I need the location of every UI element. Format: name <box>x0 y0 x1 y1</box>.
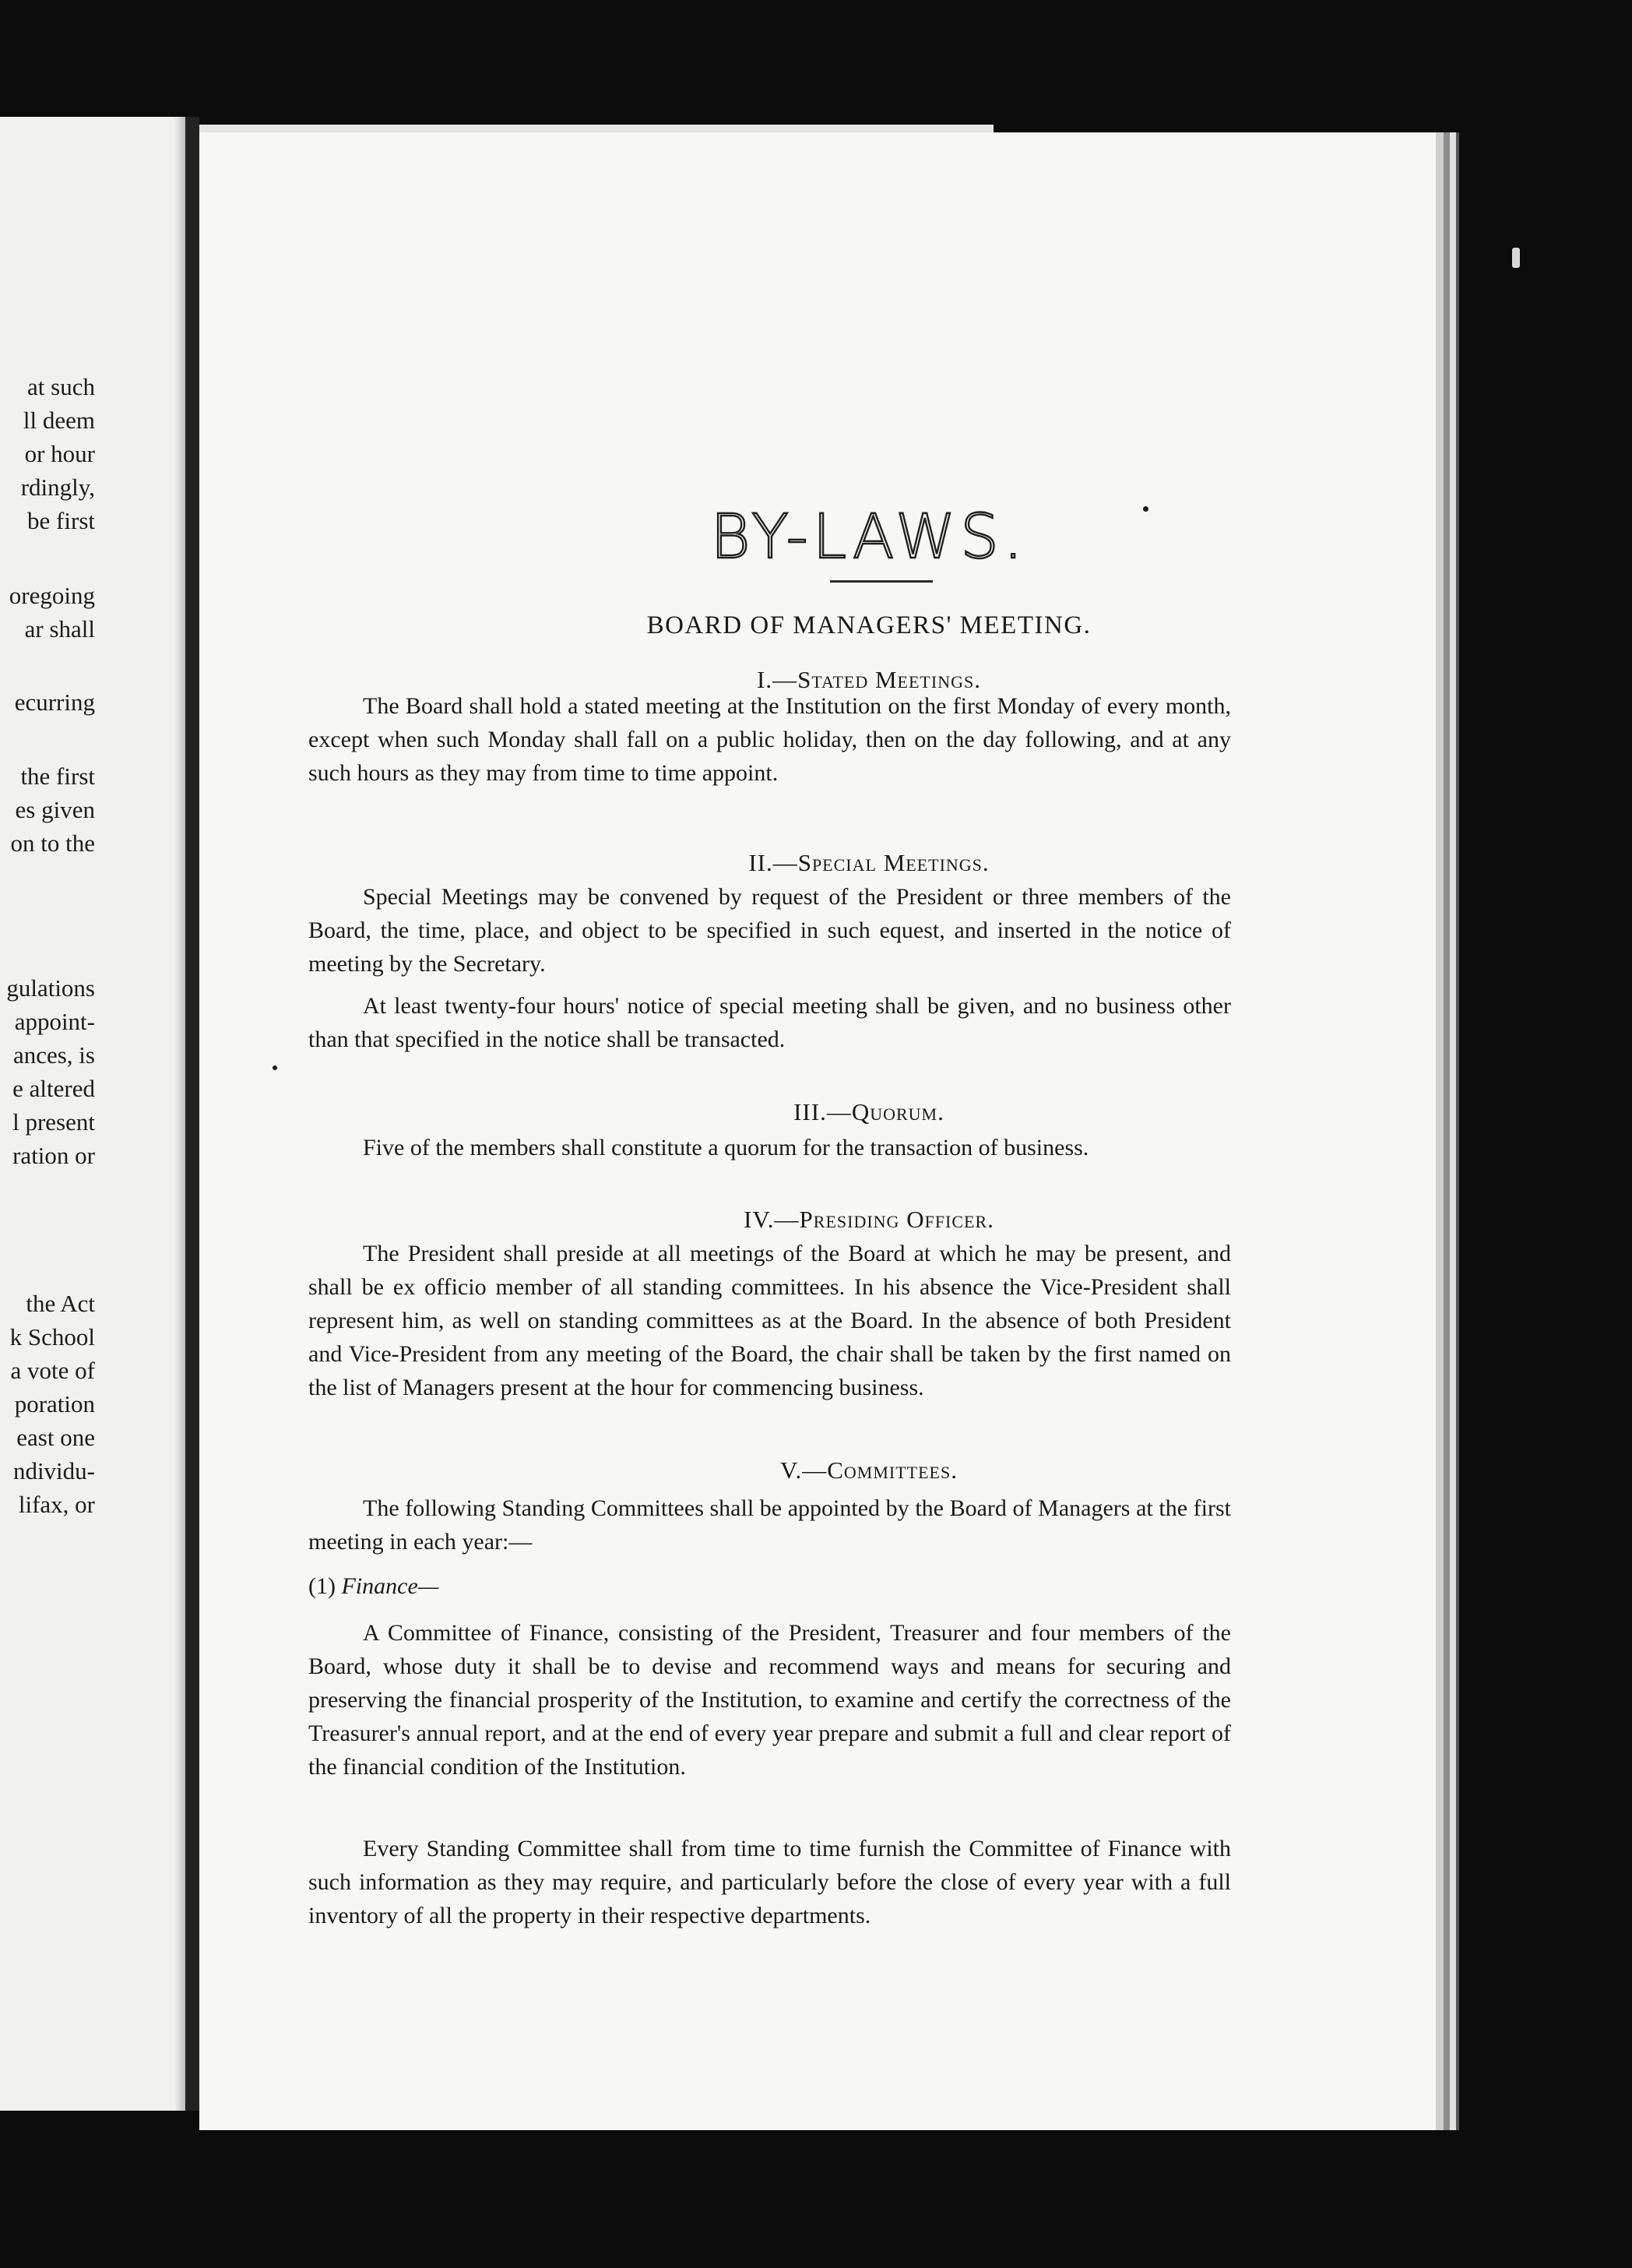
subsection-label <box>308 1573 438 1600</box>
left-fragment: lifax, or <box>18 1491 95 1518</box>
page-title: BY-LAWS. <box>710 502 1028 572</box>
paragraph: The following Standing Committees shall be appointed by the Board of Managers at the first meeting in each year:— <box>308 1495 1231 1555</box>
paragraph: Special Meetings may be convened by request of the President or three members of the Board, the time, place, and object to be specified in such equest, and inserted in the notice of meeting by the Secretary. <box>308 884 1231 977</box>
left-fragment: rdingly, <box>20 474 95 501</box>
left-fragment: ances, is <box>12 1041 95 1069</box>
left-fragment: gulations <box>6 974 95 1002</box>
left-fragment: ration or <box>12 1142 95 1169</box>
paragraph: A Committee of Finance, consisting of the President, Treasurer and four members of the Board, whose duty it shall be to devise and recommend ways and means for securing and preserving the financial prosperity of the Institution, to examine and certify the correctness of the Treasurer's annual report, and at the end of every year prepare and submit a full and clear report of the financial condition of the Institution. <box>308 1620 1231 1780</box>
paragraph: At least twenty-four hours' notice of special meeting shall be given, and no business other than that specified in the notice shall be transacted. <box>308 993 1231 1052</box>
left-fragment: appoint- <box>14 1008 95 1035</box>
left-fragment: ll deem <box>23 407 95 434</box>
left-fragment: es given <box>15 796 95 823</box>
subsection-title: Finance— <box>341 1573 439 1599</box>
left-fragment: e altered <box>12 1075 95 1102</box>
left-fragment: a vote of <box>10 1357 95 1384</box>
left-fragment: oregoing <box>9 582 95 609</box>
left-fragment: ecurring <box>14 688 95 716</box>
section-heading: V.—Committees. <box>780 1456 958 1484</box>
section-heading: I.—Stated Meetings. <box>757 666 981 693</box>
left-fragment: the Act <box>26 1290 95 1317</box>
section-heading: III.—Quorum. <box>793 1098 944 1125</box>
main-heading: BOARD OF MANAGERS' MEETING. <box>646 611 1092 639</box>
left-fragment: be first <box>27 507 95 534</box>
left-fragment: k School <box>9 1323 95 1351</box>
left-fragment: east one <box>16 1424 95 1451</box>
scan-speck <box>273 1065 277 1070</box>
paragraph: The Board shall hold a stated meeting at the Institution on the first Monday of every month, except when such Monday shall fall on a public holiday, then on the day following, and at any such hours as they may from time to time appoint. <box>308 693 1231 786</box>
paragraph: The President shall preside at all meetings of the Board at which he may be present, and shall be ex officio member of all standing committees. In his absence the Vice-President shall represent him, as well on standing committees as at the Board. In the absence of both President and Vice-President from any meeting of the Board, the chair shall be taken by the first named on the list of Managers present at the hour for commencing business. <box>308 1241 1231 1400</box>
scan-speck <box>1512 248 1520 268</box>
left-fragment: ndividu- <box>12 1457 95 1484</box>
left-page-gutter-shade <box>174 117 185 2111</box>
left-page <box>0 117 185 2111</box>
left-fragment: the first <box>20 762 95 790</box>
left-fragment: ar shall <box>24 615 95 643</box>
left-fragment: on to the <box>10 829 95 857</box>
title-rule <box>830 580 933 583</box>
left-fragment: l present <box>12 1108 95 1136</box>
left-fragment: at such <box>27 373 95 400</box>
scan-speck <box>1143 506 1148 512</box>
paragraph: Five of the members shall constitute a quorum for the transaction of business. <box>363 1135 1089 1160</box>
subsection-number: (1) <box>308 1573 336 1599</box>
paragraph: Every Standing Committee shall from time to time furnish the Committee of Finance with such information as they may require, and particularly before the close of every year with a full inventory of all the property in their respective departments. <box>308 1836 1231 1928</box>
left-fragment: or hour <box>24 440 95 467</box>
left-fragment: poration <box>14 1390 95 1418</box>
book-gutter <box>185 117 199 2111</box>
section-heading: IV.—Presiding Officer. <box>744 1206 994 1233</box>
right-page <box>199 132 1436 2130</box>
section-heading: II.—Special Meetings. <box>748 849 990 876</box>
